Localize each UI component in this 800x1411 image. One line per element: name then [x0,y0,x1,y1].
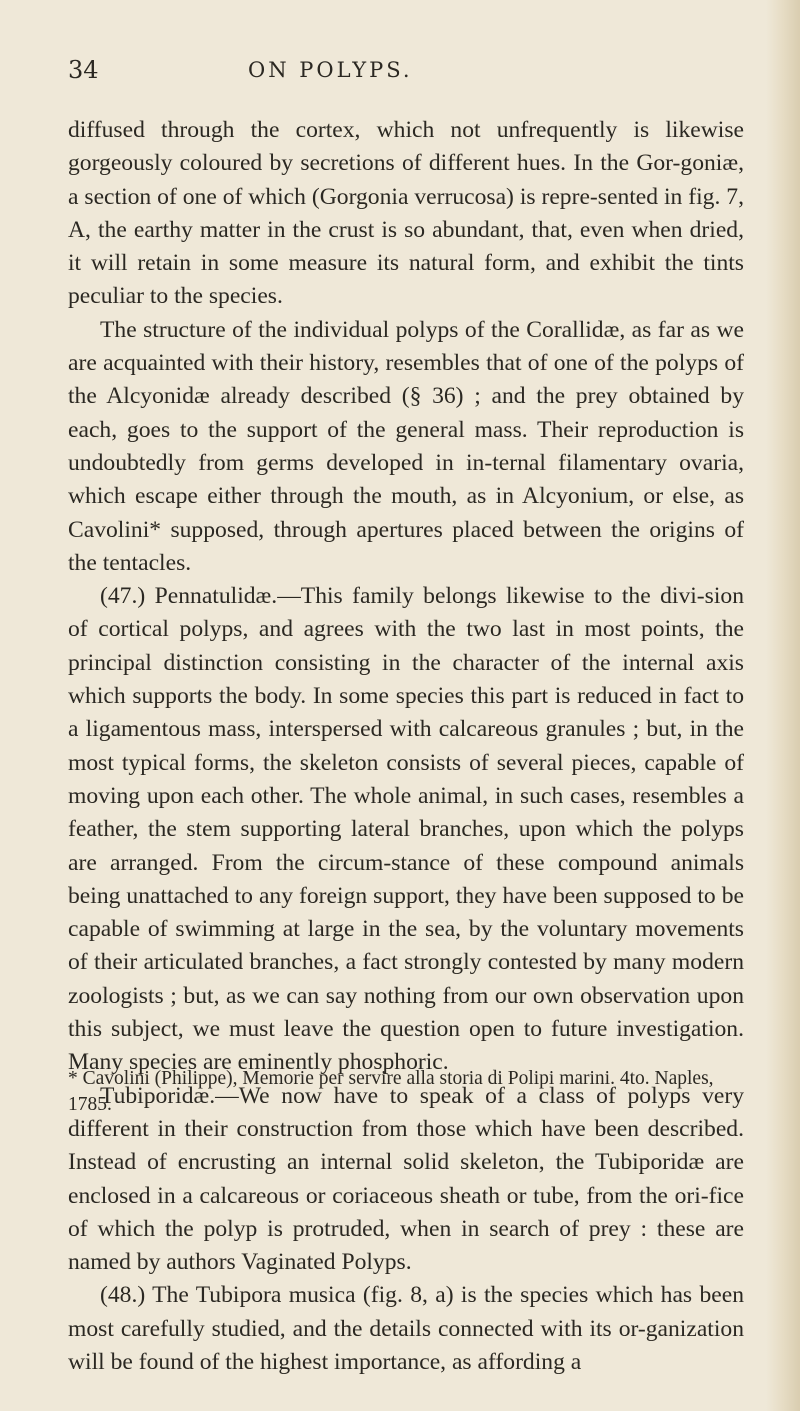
running-head: ON POLYPS. [248,58,413,82]
page-number: 34 [68,56,99,84]
paragraph-tubipora-musica: (48.) The Tubipora musica (fig. 8, a) is the species which has been most carefully studied, and the details connected with its or-ganization will be found of the highest importance, as affording a [68,1282,744,1375]
page-header [68,52,748,92]
paragraph-tubiporidae: Tubiporidæ.—We now have to speak of a class of polyps very different in their construction from those which have been described. Instead of encrusting an internal solid skeleton, the Tubiporidæ are enclosed in a calcareous or coriaceous sheath or tube, from the ori-fice of which the polyp is protruded, when in search of prey : these are named by authors Vaginated Polyps. [68,1082,744,1276]
page-edge-shadow [766,0,800,1411]
paragraph-cortex: diffused through the cortex, which not unfrequently is likewise gorgeously coloured by secretions of different hues. In the Gor-goniæ, a section of one of which (Gorgonia verrucosa) is repre-sented in fig. 7, A, the earthy matter in the crust is so abundant, that, even when dried, it will retain in some measure its natural form, and exhibit the tints peculiar to the species. [68,117,744,310]
body-text [68,114,744,1379]
footnote: * Cavolini (Philippe), Memorie per servire alla storia di Polipi marini. 4to. Naples, 1785. [68,1068,714,1115]
paragraph-corallidae-structure: The structure of the individual polyps of the Corallidæ, as far as we are acquainted with their history, resembles that of one of the polyps of the Alcyonidæ already described (§ 36) ; and the prey obtained by each, goes to the support of the general mass. Their reproduction is undoubtedly from germs developed in in-ternal filamentary ovaria, which escape either through the mouth, as in Alcyonium, or else, as Cavolini* supposed, through apertures placed between the origins of the tentacles. [68,316,744,576]
paragraph-pennatulidae: (47.) Pennatulidæ.—This family belongs likewise to the divi-sion of cortical polyps, and agrees with the two last in most points, the principal distinction consisting in the character of the internal axis which supports the body. In some species this part is reduced in fact to a ligamentous mass, interspersed with calcareous granules ; but, in the most typical forms, the skeleton consists of several pieces, capable of moving upon each other. The whole animal, in such cases, resembles a feather, the stem supporting lateral branches, upon which the polyps are arranged. From the circum-stance of these compound animals being unattached to any foreign support, they have been supposed to be capable of swimming at large in the sea, by the voluntary movements of their articulated branches, a fact strongly contested by many modern zoologists ; but, as we can say nothing from our own observation upon this subject, we must leave the question open to future investigation. Many species are eminently phosphoric. [68,583,744,1076]
